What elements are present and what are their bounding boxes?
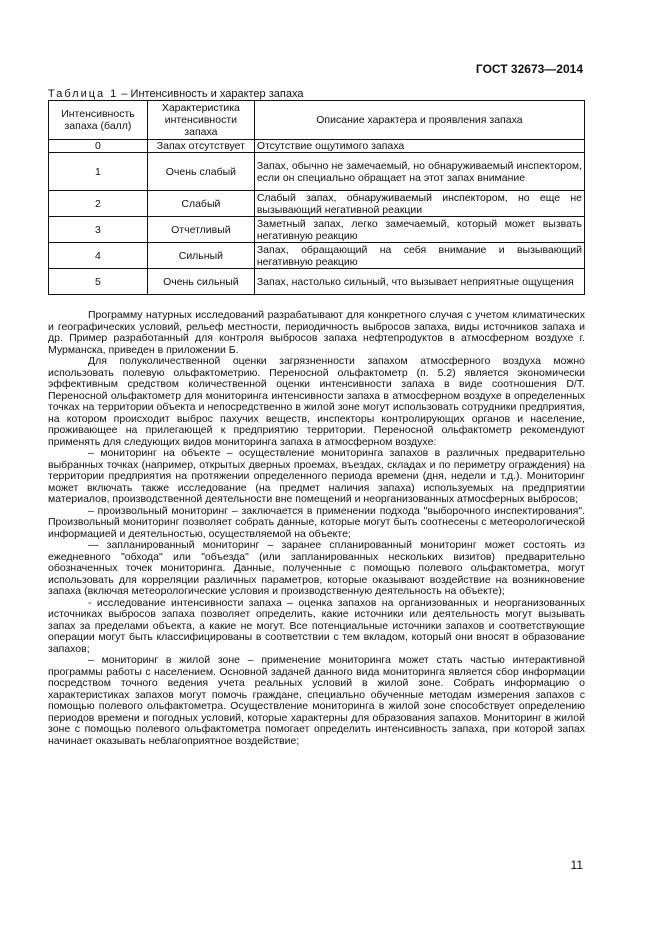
paragraph: Для полуколичественной оценки загрязненности запахом атмосферного воздуха можно использовать полевую ольфактометрию. Переносной ольфактометр (п. 5.2) является экономически эффективным средством количественной оценки интенсивности запаха в виде соотношения D/T. Переносной ольфактометр для мониторинга интенсивности запаха в атмосферном воздухе в определенных точках на территории объекта и непосредственно в жилой зоне могут использовать сотрудники предприятия, на котором происходит выброс пахучих веществ, инспекторы контролирующих органов и население, проживающее на прилегающей к предприятию территории. Переносной ольфактометр рекомендуют применять для следующих видов мониторинга запаха в атмосферном воздухе: [48, 355, 585, 448]
cell-description: Запах, обращающий на себя внимание и вызывающий негативную реакцию [254, 243, 584, 269]
table-row [49, 153, 585, 191]
document-header: ГОСТ 32673—2014 [475, 62, 583, 76]
cell-intensity: Очень сильный [147, 269, 254, 295]
cell-description: Отсутствие ощутимого запаха [254, 140, 584, 153]
odor-intensity-table [48, 100, 585, 295]
table-header-row [49, 101, 585, 140]
cell-score: 4 [49, 243, 148, 269]
table-caption-prefix: Таблица 1 [48, 88, 119, 100]
cell-intensity: Отчетливый [147, 217, 254, 243]
list-item: — запланированный мониторинг – заранее спланированный мониторинг может состоять из ежедневного "обхода" или "объезда" (или запланированных нескольких визитов) предварительно обозначенных точек мониторинга. Данные, полученные с помощью полевого ольфактометра, могут использовать для корреляции различных параметров, которые оказывают воздействие на возникновение запаха (включая метеорологические условия и производственную деятельность на объекте); [48, 539, 585, 597]
column-header-description: Описание характера и проявления запаха [254, 101, 584, 140]
table-row [49, 191, 585, 217]
cell-intensity: Сильный [147, 243, 254, 269]
table-caption [48, 88, 303, 100]
table-caption-title: – Интенсивность и характер запаха [118, 88, 304, 100]
table-row [49, 217, 585, 243]
cell-intensity: Запах отсутствует [147, 140, 254, 153]
cell-description: Запах, обычно не замечаемый, но обнаруживаемый инспектором, если он специально обращает на этот запах внимание [254, 153, 584, 191]
cell-score: 5 [49, 269, 148, 295]
column-header-intensity: Характеристика интенсивности запаха [147, 101, 254, 140]
column-header-score: Интенсивность запаха (балл) [49, 101, 148, 140]
cell-score: 0 [49, 140, 148, 153]
cell-description: Запах, настолько сильный, что вызывает неприятные ощущения [254, 269, 584, 295]
table-row [49, 140, 585, 153]
list-item: – мониторинг в жилой зоне – применение мониторинга может стать частью интерактивной программы работы с населением. Основной задачей данного вида мониторинга является сбор информации посредством точного ведения учета реальных условий в жилой зоне. Собрать информацию о характеристиках запахов могут помочь граждане, специально обученные методам измерения запахов с помощью полевого ольфактометра. Осуществление мониторинга в жилой зоне способствует определению периодов времени и погодных условий, которые характерны для образования запахов. Мониторинг в жилой зоне с помощью полевого ольфактометра помогает определить интенсивность запаха, при которой запах начинает оказывать неблагоприятное воздействие; [48, 654, 585, 747]
list-item: – мониторинг на объекте – осуществление мониторинга запахов в различных предварительно выбранных точках (например, открытых дверных проемах, въездах, складах и по периметру ограждения) на территории предприятия на протяжении определенного периода времени (дня, недели и т.д.). Мониторинг может включать также исследование (на предмет наличия запаха) используемых на предприятии материалов, производственной деятельности вне помещений и неорганизованных атмосферных выбросов; [48, 447, 585, 505]
cell-score: 1 [49, 153, 148, 191]
body-text [48, 310, 585, 747]
list-item: - исследование интенсивности запаха – оценка запахов на организованных и неорганизованных источниках выбросов запаха позволяет определить, какие источники или деятельность могут вызывать запах за пределами объекта, а какие не могут. Все потенциальные источники запахов и соответствующие операции могут быть классифицированы в соответствии с тем вкладом, который они вносят в образование запахов; [48, 596, 585, 655]
cell-score: 2 [49, 191, 148, 217]
cell-description: Слабый запах, обнаруживаемый инспектором, но еще не вызывающий негативной реакции [254, 191, 584, 217]
list-item: – произвольный мониторинг – заключается в применении подхода "выборочного инспектирования". Произвольный мониторинг позволяет собрать данные, которые могут быть соотнесены с метеорологической информацией и деятельностью, осуществляемой на объекте; [48, 504, 585, 540]
table-row [49, 269, 585, 295]
cell-score: 3 [49, 217, 148, 243]
page-number: 11 [570, 858, 583, 872]
cell-description: Заметный запах, легко замечаемый, который может вызвать негативную реакцию [254, 217, 584, 243]
table-row [49, 243, 585, 269]
paragraph: Программу натурных исследований разрабатывают для конкретного случая с учетом климатических и географических условий, рельеф местности, периодичность выбросов запаха, виды источников запаха и др. Пример разработанный для контроля выбросов запаха нефтепродуктов в атмосферном воздухе г. Мурманска, приведен в приложении Б. [48, 309, 585, 356]
cell-intensity: Слабый [147, 191, 254, 217]
cell-intensity: Очень слабый [147, 153, 254, 191]
